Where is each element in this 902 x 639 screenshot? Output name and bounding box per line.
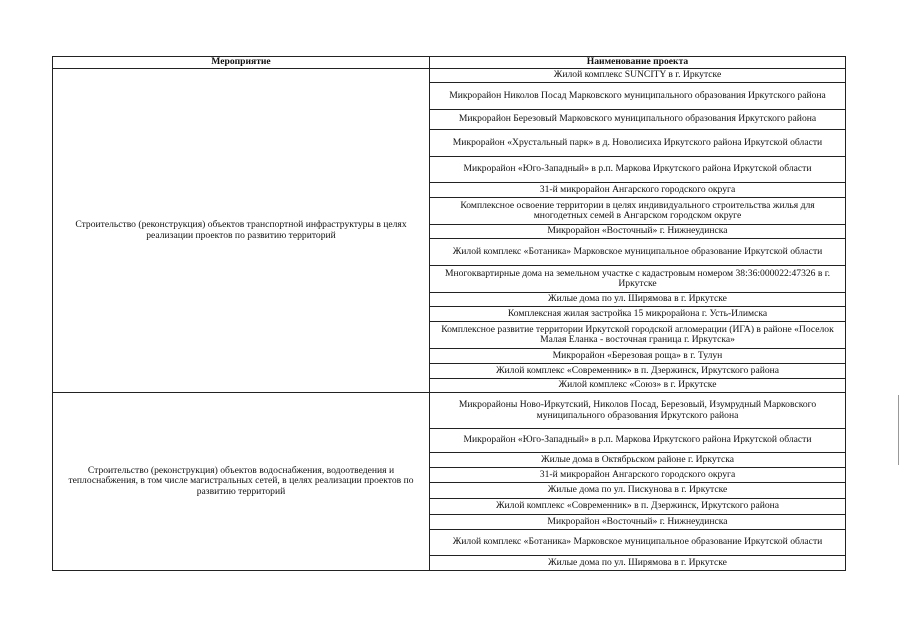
project-cell: Многоквартирные дома на земельном участке с кадастровым номером 38:36:000022:47326 в г. Иркутске (430, 266, 846, 293)
project-cell: Комплексное развитие территории Иркутской городской агломерации (ИГА) в районе «Поселок Малая Еланка - восточная граница г. Иркутска» (430, 322, 846, 349)
table-row (53, 393, 846, 429)
project-cell: Жилой комплекс «Ботаника» Марковское муниципальное образование Иркутской области (430, 530, 846, 556)
table-row (53, 69, 846, 83)
project-cell: Жилые дома в Октябрьском районе г. Иркутска (430, 453, 846, 468)
project-cell: Микрорайон «Хрустальный парк» в д. Новолисиха Иркутского района Иркутской области (430, 130, 846, 157)
project-cell: Микрорайоны Ново-Иркутский, Николов Посад, Березовый, Изумрудный Марковского муниципального образования Иркутского района (430, 393, 846, 429)
project-cell: Микрорайон «Юго-Западный» в р.п. Маркова Иркутского района Иркутской области (430, 429, 846, 453)
event-cell: Строительство (реконструкция) объектов транспортной инфраструктуры в целях реализации проектов по развитию территорий (53, 69, 430, 393)
project-cell: Жилой комплекс «Союз» в г. Иркутске (430, 379, 846, 393)
project-cell: 31-й микрорайон Ангарского городского округа (430, 468, 846, 483)
project-cell: Микрорайон «Восточный» г. Нижнеудинска (430, 515, 846, 530)
project-cell: Микрорайон «Юго-Западный» в р.п. Маркова Иркутского района Иркутской области (430, 157, 846, 183)
project-cell: Микрорайон «Березовая роща» в г. Тулун (430, 349, 846, 364)
header-project-name: Наименование проекта (430, 57, 846, 69)
project-cell: Микрорайон Николов Посад Марковского муниципального образования Иркутского района (430, 83, 846, 110)
table-header-row (53, 57, 846, 69)
header-event: Мероприятие (53, 57, 430, 69)
project-cell: Жилые дома по ул. Ширямова в г. Иркутске (430, 556, 846, 571)
project-cell: Комплексная жилая застройка 15 микрорайона г. Усть-Илимска (430, 307, 846, 322)
event-cell: Строительство (реконструкция) объектов водоснабжения, водоотведения и теплоснабжения, в том числе магистральных сетей, в целях реализации проектов по развитию территорий (53, 393, 430, 571)
project-cell: Комплексное освоение территории в целях индивидуального строительства жилья для многодетных семей в Ангарском городском округе (430, 198, 846, 225)
project-cell: Жилой комплекс SUNCITY в г. Иркутске (430, 69, 846, 83)
project-cell: Жилой комплекс «Ботаника» Марковское муниципальное образование Иркутской области (430, 239, 846, 266)
project-cell: Жилые дома по ул. Пискунова в г. Иркутске (430, 483, 846, 499)
project-cell: Микрорайон Березовый Марковского муниципального образования Иркутского района (430, 110, 846, 130)
projects-table (52, 56, 846, 571)
project-cell: 31-й микрорайон Ангарского городского округа (430, 183, 846, 198)
scan-edge-mark (898, 395, 899, 465)
project-cell: Жилые дома по ул. Ширямова в г. Иркутске (430, 293, 846, 307)
project-cell: Микрорайон «Восточный» г. Нижнеудинска (430, 225, 846, 239)
project-cell: Жилой комплекс «Современник» в п. Дзержинск, Иркутского района (430, 499, 846, 515)
project-cell: Жилой комплекс «Современник» в п. Дзержинск, Иркутского района (430, 364, 846, 379)
